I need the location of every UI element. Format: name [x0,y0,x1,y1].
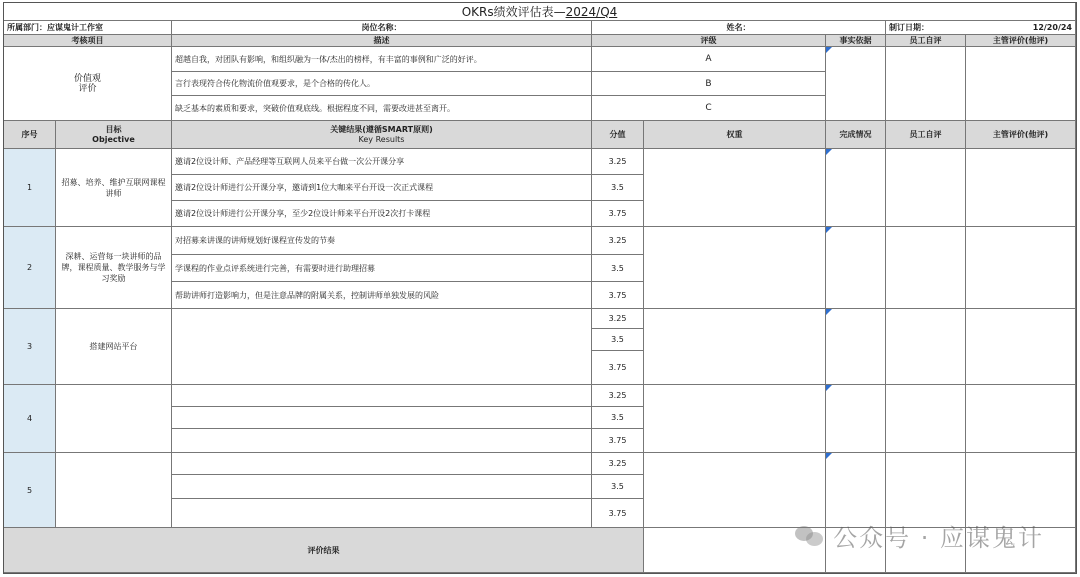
okr-col-weight: 权重 [644,121,826,149]
group-1-weight[interactable] [644,149,826,227]
watermark [795,518,1044,553]
group-4-done[interactable] [826,385,886,453]
wechat-icon [795,524,825,548]
title-period: 2024/Q4 [565,4,618,19]
group-4-mgr[interactable] [966,385,1076,453]
name-label: 姓名： [592,21,886,35]
group-1-kr-3: 邀请2位设计师进行公开课分享，至少2位设计师来平台开设2次打卡课程 [172,201,592,227]
group-1-score-3: 3.75 [592,201,644,227]
group-3-score-3: 3.75 [592,351,644,385]
value-desc-a: 超越自我，对团队有影响，和组织融为一体/杰出的榜样，有丰富的事例和广泛的好评。 [172,47,592,72]
date-cell [886,21,1076,35]
group-4-score-3: 3.75 [592,429,644,453]
group-3-kr[interactable] [172,309,592,385]
group-2-done[interactable] [826,227,886,309]
col-header-item: 考核项目 [4,35,172,47]
comment-marker-icon [826,227,832,233]
group-5-kr-2[interactable] [172,475,592,499]
group-4-weight[interactable] [644,385,826,453]
col-header-desc: 描述 [172,35,592,47]
col-header-mgr: 主管评价(他评) [966,35,1076,47]
group-2-no: 2 [4,227,56,309]
group-2-weight[interactable] [644,227,826,309]
group-1-score-2: 3.5 [592,175,644,201]
okr-col-objective: 目标 Objective [56,121,172,149]
group-4-kr-3[interactable] [172,429,592,453]
value-grade-b: B [592,72,826,96]
group-3-mgr[interactable] [966,309,1076,385]
value-fact-cell[interactable] [826,47,886,121]
okr-evaluation-sheet [3,2,1077,574]
group-5-objective[interactable] [56,453,172,528]
group-3-score-2: 3.5 [592,329,644,351]
result-label: 评价结果 [4,528,644,573]
date-value: 12/20/24 [1032,23,1072,32]
group-2-score-1: 3.25 [592,227,644,255]
group-4-kr-2[interactable] [172,407,592,429]
col-header-self: 员工自评 [886,35,966,47]
sheet-title [4,3,1076,21]
group-4-score-2: 3.5 [592,407,644,429]
comment-marker-icon [826,47,832,53]
group-2-score-3: 3.75 [592,282,644,309]
group-2-objective: 深耕、运营每一块讲师的品牌，课程质量、教学服务与学习奖励 [56,227,172,309]
group-5-weight[interactable] [644,453,826,528]
group-2-kr-3: 帮助讲师打造影响力，但是注意品牌的附属关系，控制讲师单独发展的风险 [172,282,592,309]
group-1-no: 1 [4,149,56,227]
group-1-objective: 招募、培养、维护互联网课程讲师 [56,149,172,227]
values-label: 价值观 评价 [4,47,172,121]
value-desc-c: 缺乏基本的素质和要求，突破价值观底线。根据程度不同，需要改进甚至离开。 [172,96,592,121]
value-grade-a: A [592,47,826,72]
watermark-text: 公众号 · 应谋鬼计 [833,524,1044,552]
okr-col-mgr: 主管评价(他评) [966,121,1076,149]
comment-marker-icon [826,149,832,155]
group-4-no: 4 [4,385,56,453]
group-2-self[interactable] [886,227,966,309]
position-label: 岗位名称： [172,21,592,35]
group-4-score-1: 3.25 [592,385,644,407]
group-4-kr-1[interactable] [172,385,592,407]
group-3-score-1: 3.25 [592,309,644,329]
group-5-score-3: 3.75 [592,499,644,528]
group-1-kr-2: 邀请2位设计师进行公开课分享，邀请到1位大咖来平台开设一次正式课程 [172,175,592,201]
col-header-grade: 评级 [592,35,826,47]
group-3-objective: 搭建网站平台 [56,309,172,385]
group-1-done[interactable] [826,149,886,227]
group-3-no: 3 [4,309,56,385]
group-5-mgr[interactable] [966,453,1076,528]
value-mgr-cell[interactable] [966,47,1076,121]
group-5-no: 5 [4,453,56,528]
okr-col-kr: 关键结果(遵循SMART原则) Key Results [172,121,592,149]
group-1-score-1: 3.25 [592,149,644,175]
group-4-objective[interactable] [56,385,172,453]
okr-col-no: 序号 [4,121,56,149]
group-3-self[interactable] [886,309,966,385]
value-grade-c: C [592,96,826,121]
comment-marker-icon [826,385,832,391]
group-5-score-1: 3.25 [592,453,644,475]
group-2-mgr[interactable] [966,227,1076,309]
comment-marker-icon [826,453,832,459]
title-main: OKRs绩效评估表— [461,5,566,19]
group-4-self[interactable] [886,385,966,453]
group-2-score-2: 3.5 [592,255,644,282]
okr-col-done: 完成情况 [826,121,886,149]
group-5-self[interactable] [886,453,966,528]
date-label: 制订日期： [889,23,929,32]
department-label: 所属部门：应谋鬼计工作室 [4,21,172,35]
group-2-kr-1: 对招募来讲课的讲师规划好课程宣传发的节奏 [172,227,592,255]
group-1-kr-1: 邀请2位设计师、产品经理等互联网人员来平台做一次公开课分享 [172,149,592,175]
okr-col-score: 分值 [592,121,644,149]
group-5-kr-3[interactable] [172,499,592,528]
value-self-cell[interactable] [886,47,966,121]
group-5-done[interactable] [826,453,886,528]
okr-col-self: 员工自评 [886,121,966,149]
group-5-score-2: 3.5 [592,475,644,499]
group-3-done[interactable] [826,309,886,385]
group-1-mgr[interactable] [966,149,1076,227]
comment-marker-icon [826,309,832,315]
value-desc-b: 言行表现符合传化物流价值观要求，是个合格的传化人。 [172,72,592,96]
group-3-weight[interactable] [644,309,826,385]
col-header-fact: 事实依据 [826,35,886,47]
group-2-kr-2: 学课程的作业点评系统进行完善，有需要时进行助理招募 [172,255,592,282]
group-5-kr-1[interactable] [172,453,592,475]
group-1-self[interactable] [886,149,966,227]
